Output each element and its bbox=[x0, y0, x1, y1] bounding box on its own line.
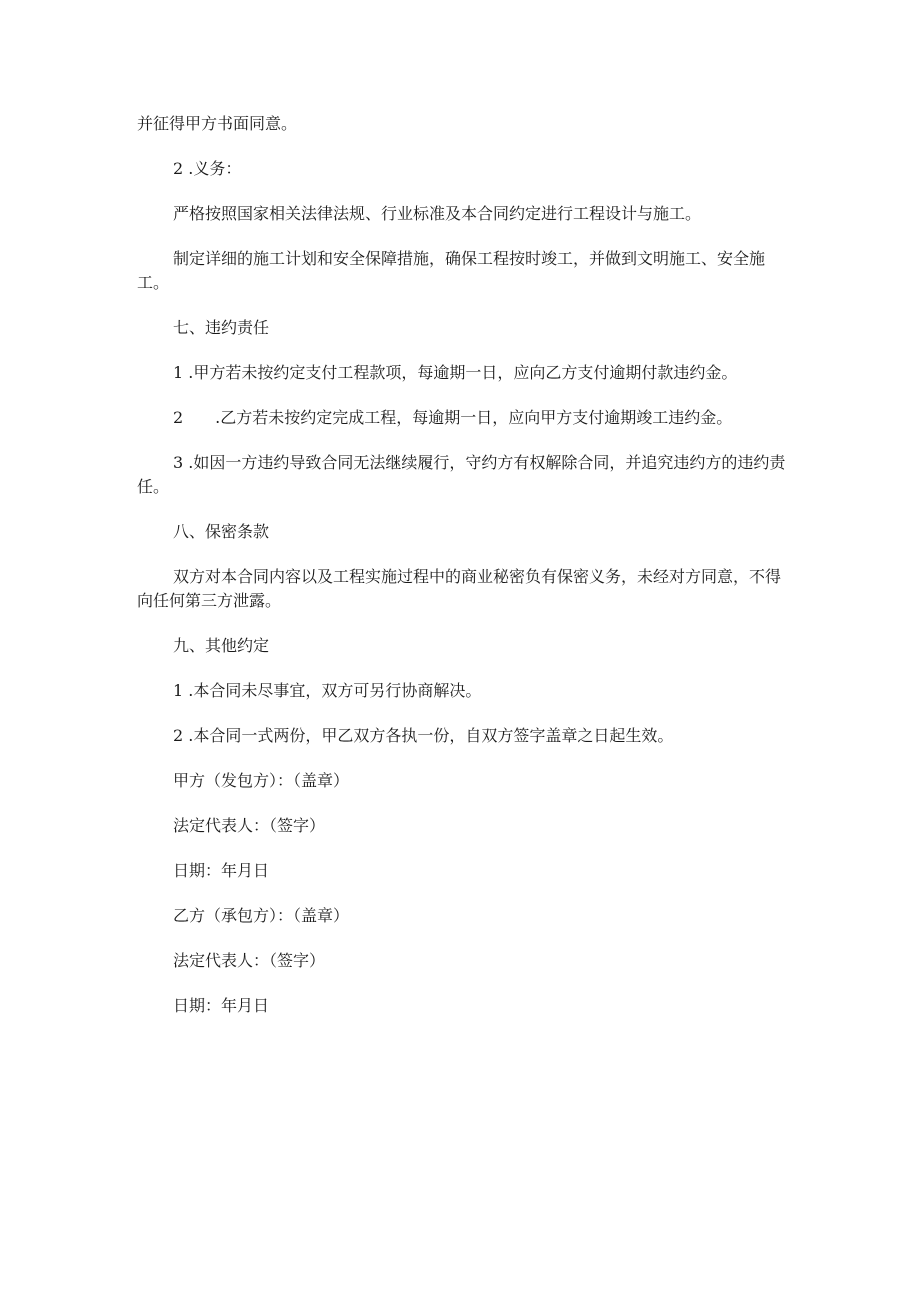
section-heading-breach: 七、违约责任 bbox=[173, 318, 270, 337]
signature-party-b-representative: 法定代表人：（签字） bbox=[173, 951, 326, 970]
document-body bbox=[137, 112, 787, 1018]
signature-party-a-date: 日期：年月日 bbox=[173, 861, 270, 880]
paragraph-breach-2: 2 .乙方若未按约定完成工程，每逾期一日，应向甲方支付逾期竣工违约金。 bbox=[173, 408, 733, 427]
paragraph-breach-1: 1 .甲方若未按约定支付工程款项，每逾期一日，应向乙方支付逾期付款违约金。 bbox=[173, 363, 738, 382]
paragraph-other-2: 2 .本合同一式两份，甲乙双方各执一份，自双方签字盖章之日起生效。 bbox=[173, 726, 674, 745]
paragraph-obligations-heading: 2 .义务： bbox=[173, 159, 242, 178]
signature-party-b-date: 日期：年月日 bbox=[173, 996, 270, 1015]
paragraph-continuation: 并征得甲方书面同意。 bbox=[137, 114, 298, 133]
paragraph-other-1: 1 .本合同未尽事宜，双方可另行协商解决。 bbox=[173, 681, 482, 700]
section-heading-other: 九、其他约定 bbox=[173, 636, 270, 655]
paragraph-obligation-2: 制定详细的施工计划和安全保障措施，确保工程按时竣工，并做到文明施工、安全施工。 bbox=[137, 249, 766, 292]
signature-party-a-representative: 法定代表人：（签字） bbox=[173, 816, 326, 835]
section-heading-confidentiality: 八、保密条款 bbox=[173, 522, 270, 541]
signature-party-b: 乙方（承包方）：（盖章） bbox=[173, 906, 350, 925]
paragraph-obligation-1: 严格按照国家相关法律法规、行业标准及本合同约定进行工程设计与施工。 bbox=[173, 204, 702, 223]
paragraph-breach-3: 3 .如因一方违约导致合同无法继续履行，守约方有权解除合同，并追究违约方的违约责任。 bbox=[137, 453, 786, 496]
paragraph-confidentiality: 双方对本合同内容以及工程实施过程中的商业秘密负有保密义务，未经对方同意，不得向任何第三方泄露。 bbox=[137, 567, 782, 610]
signature-party-a: 甲方（发包方）：（盖章） bbox=[173, 771, 350, 790]
